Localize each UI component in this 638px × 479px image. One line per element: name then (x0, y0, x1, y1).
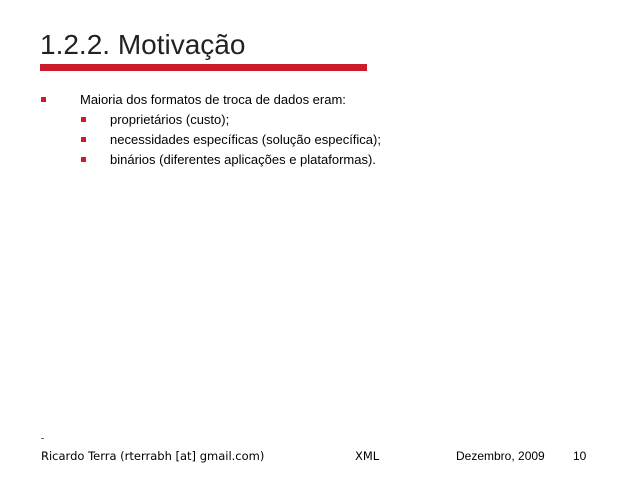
title-underline-bar (40, 64, 367, 71)
square-bullet-icon (81, 117, 86, 122)
bullet-text: Maioria dos formatos de troca de dados eram: (80, 92, 346, 107)
footer-page-number: 10 (573, 449, 587, 463)
slide-title: 1.2.2. Motivação (40, 29, 246, 60)
sub-bullet-text: necessidades específicas (solução específica); (110, 132, 381, 147)
footer-divider-mark (41, 438, 44, 439)
sub-bullet-text: binários (diferentes aplicações e plataformas). (110, 152, 376, 167)
square-bullet-icon (81, 157, 86, 162)
footer-author: Ricardo Terra (rterrabh [at] gmail.com) (41, 449, 265, 463)
footer-topic: XML (355, 449, 380, 463)
square-bullet-icon (41, 97, 46, 102)
square-bullet-icon (81, 137, 86, 142)
footer-date: Dezembro, 2009 (456, 449, 545, 463)
sub-bullet-text: proprietários (custo); (110, 112, 230, 127)
